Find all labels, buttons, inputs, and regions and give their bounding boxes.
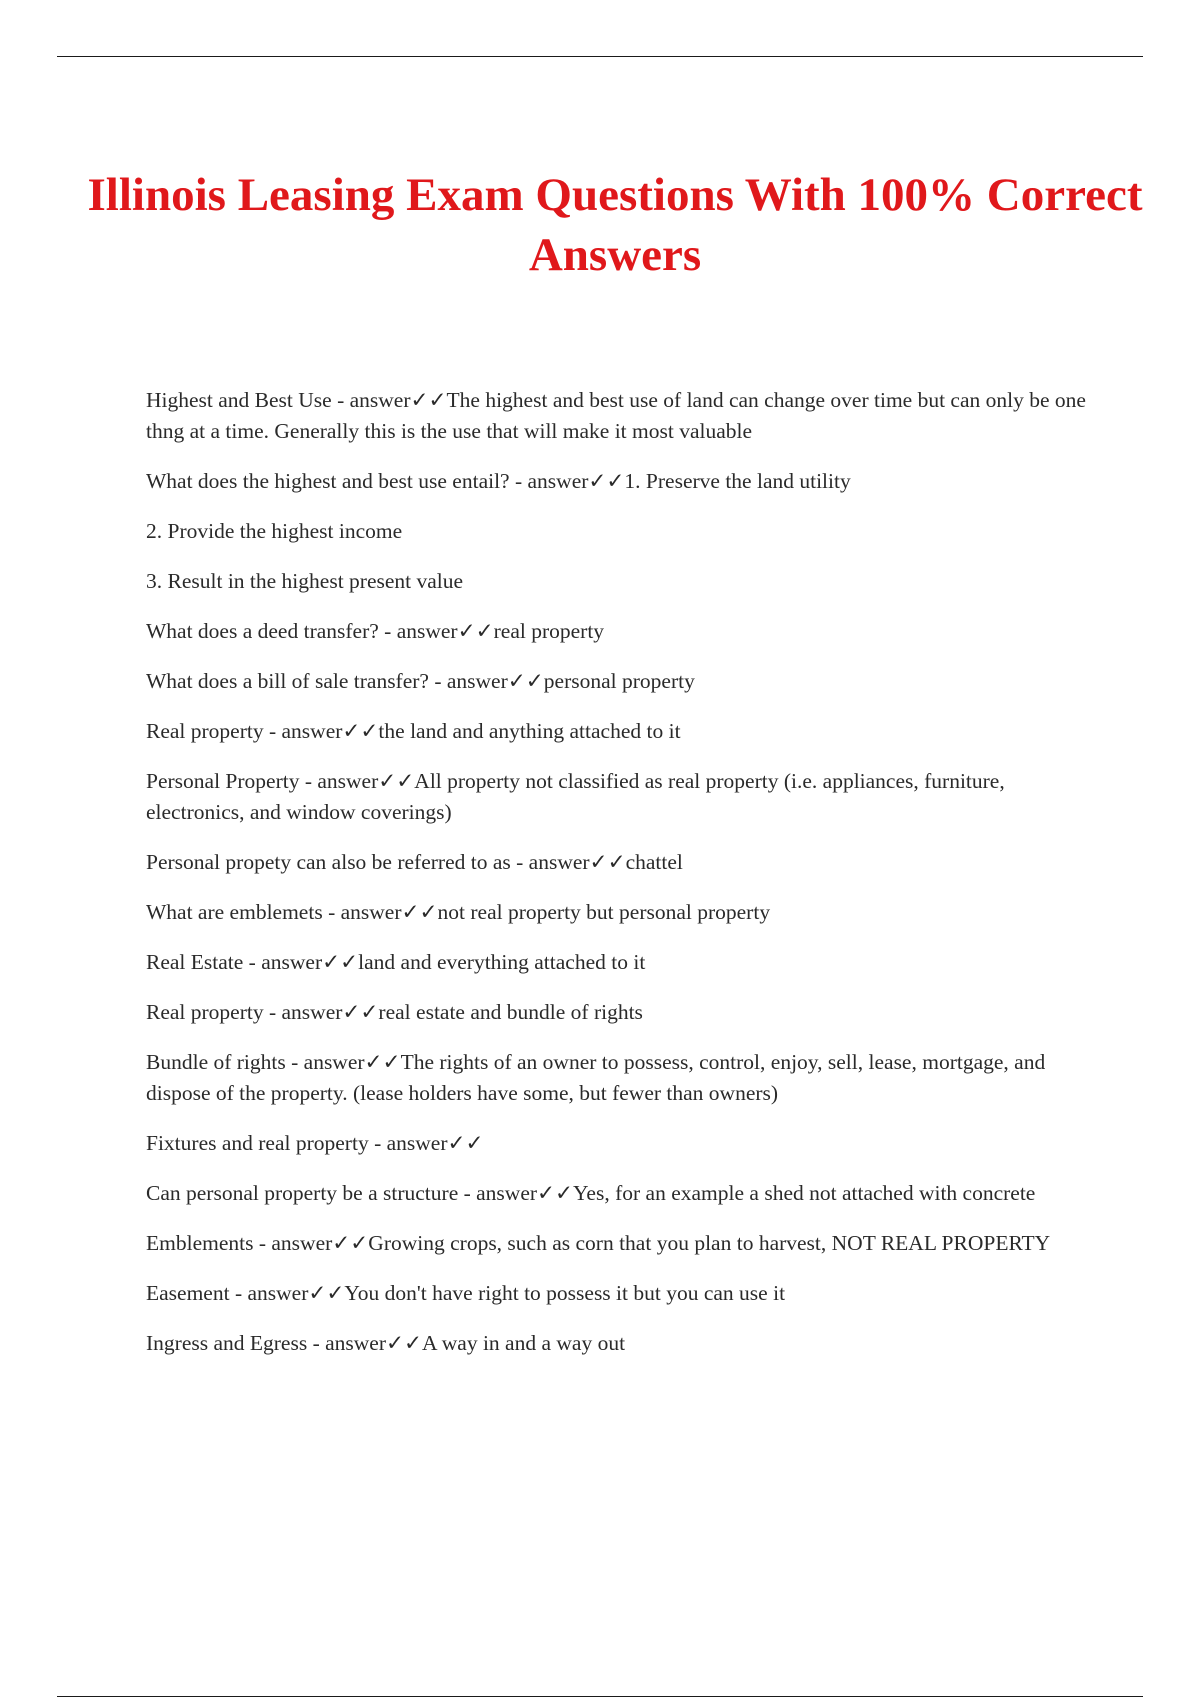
- bottom-rule: [57, 1696, 1143, 1697]
- qa-item: Personal Property - answer✓✓All property not classified as real property (i.e. appliances, furniture, electronics, and window coverings): [146, 769, 1005, 824]
- qa-item: Fixtures and real property - answer✓✓: [146, 1131, 484, 1155]
- qa-item: What does a deed transfer? - answer✓✓real property: [146, 619, 605, 643]
- qa-item: Real Estate - answer✓✓land and everything attached to it: [146, 950, 646, 974]
- qa-item: Ingress and Egress - answer✓✓A way in and a way out: [146, 1331, 626, 1355]
- qa-item: Bundle of rights - answer✓✓The rights of an owner to possess, control, enjoy, sell, lease, mortgage, and dispose of the property. (lease holders have some, but fewer than owners): [146, 1050, 1046, 1105]
- qa-item: What does the highest and best use entail? - answer✓✓1. Preserve the land utility: [146, 469, 851, 493]
- qa-item: Personal propety can also be referred to as - answer✓✓chattel: [146, 850, 683, 874]
- qa-item: Real property - answer✓✓the land and anything attached to it: [146, 719, 681, 743]
- qa-item: Easement - answer✓✓You don't have right to possess it but you can use it: [146, 1281, 786, 1305]
- page-title: Illinois Leasing Exam Questions With 100% Correct Answers: [87, 169, 1143, 281]
- qa-item: 3. Result in the highest present value: [146, 569, 464, 593]
- qa-item: What does a bill of sale transfer? - answer✓✓personal property: [146, 669, 695, 693]
- top-rule: [57, 56, 1143, 57]
- qa-item: What are emblemets - answer✓✓not real property but personal property: [146, 900, 771, 924]
- title-block: [80, 165, 1150, 285]
- qa-item: Highest and Best Use - answer✓✓The highest and best use of land can change over time but can only be one thng at a time. Generally this is the use that will make it most valuable: [146, 388, 1086, 443]
- qa-item: Emblements - answer✓✓Growing crops, such as corn that you plan to harvest, NOT REAL PROPERTY: [146, 1231, 1051, 1255]
- qa-item: Can personal property be a structure - answer✓✓Yes, for an example a shed not attached with concrete: [146, 1181, 1036, 1205]
- qa-list: [146, 385, 1091, 1378]
- qa-item: 2. Provide the highest income: [146, 519, 403, 543]
- qa-item: Real property - answer✓✓real estate and bundle of rights: [146, 1000, 643, 1024]
